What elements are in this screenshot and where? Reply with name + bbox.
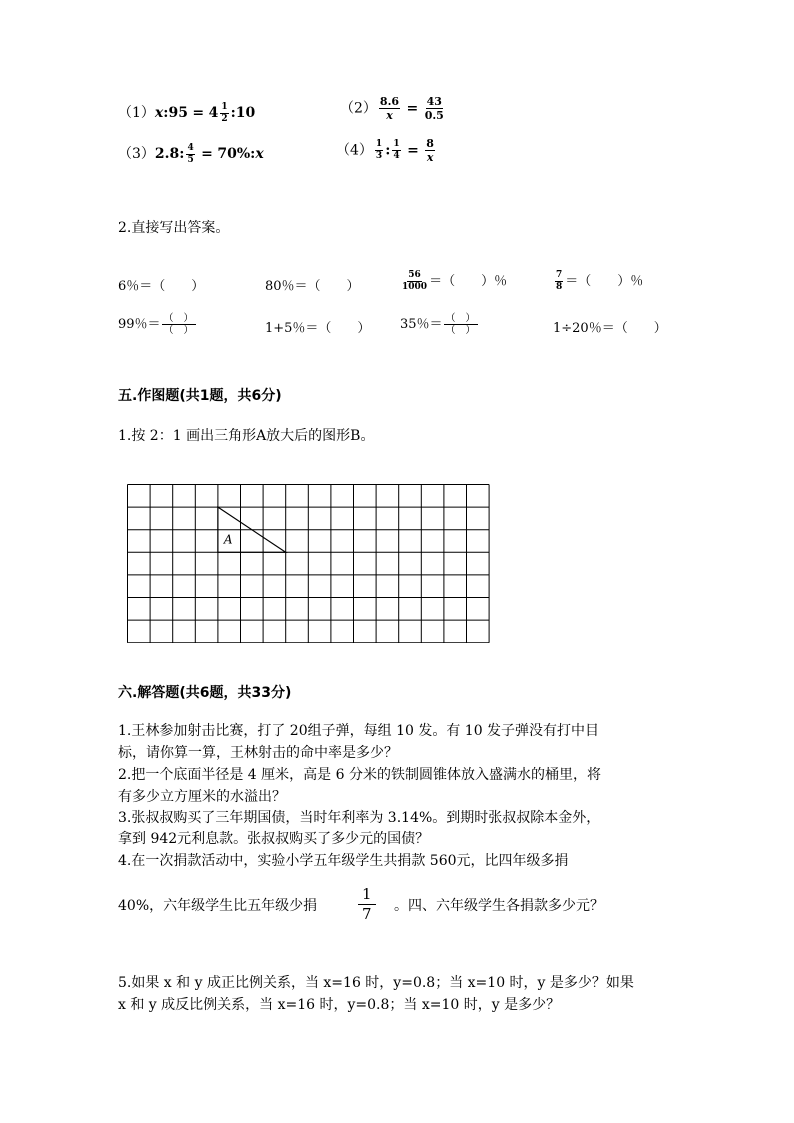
section-5-q1: 1.按 2：1 画出三角形A放大后的图形B。 [118, 428, 375, 444]
s6-q2-line1: 2.把一个底面半径是 4 厘米，高是 6 分米的铁制圆锥体放入盛满水的桶里，将 [118, 767, 601, 783]
s6-q4-line1: 4.在一次捐款活动中，实验小学五年级学生共捐款 560元，比四年级多捐 [118, 853, 569, 869]
s6-q1-line1: 1.王林参加射击比赛，打了 20组子弹，每组 10 发。有 10 发子弹没有打中目 [118, 723, 600, 739]
s6-q5-line1: 5.如果 x 和 y 成正比例关系，当 x=16 时，y=0.8；当 x=10 时，y 是多少？如果 [118, 975, 634, 991]
section-5-heading: 五.作图题(共1题，共6分) [118, 388, 282, 404]
s6-q4-fraction: $\frac{1}{7}$ [356, 887, 378, 922]
drawing-grid [120, 478, 500, 643]
section-6-heading: 六.解答题(共6题，共33分) [118, 685, 292, 701]
q2-r1-b: 80％＝（ ） [265, 279, 360, 294]
s6-q2-line2: 有多少立方厘米的水溢出？ [118, 789, 286, 805]
proportion-2: （2） $\frac{8.6}{x}$ = $\frac{43}{0.5}$ [340, 95, 444, 122]
s6-q4-line2a: 40%，六年级学生比五年级少捐 [118, 898, 318, 914]
triangle-a-label: A [223, 532, 233, 547]
q2-r1-d: $\frac{7}{8}$ ＝（ ）％ [556, 270, 644, 292]
s6-q5-line2: x 和 y 成反比例关系，当 x=16 时，y=0.8；当 x=10 时，y 是多少？ [118, 997, 561, 1013]
q2-r1-c: $\frac{56}{1000}$ ＝（ ）％ [402, 270, 508, 292]
proportion-4: （4） $\frac{1}{3}$ : $\frac{1}{4}$ = $\frac{8}{x}$ [336, 137, 434, 164]
q2-r1-a: 6％＝（ ） [118, 279, 205, 294]
s6-q1-line2: 标，请你算一算，王林射击的命中率是多少？ [118, 745, 398, 761]
q2-r2-a: 99％＝ （ ） （ ） [118, 313, 194, 336]
q2-r2-b: 1+5％＝（ ） [265, 321, 371, 336]
s6-q3-line2: 拿到 942元利息款。张叔叔购买了多少元的国债？ [118, 831, 430, 847]
q2-title: 2.直接写出答案。 [118, 220, 230, 236]
s6-q4-line2b: 。四、六年级学生各捐款多少元？ [394, 898, 604, 914]
s6-q3-line1: 3.张叔叔购买了三年期国债，当时年利率为 3.14%。到期时张叔叔除本金外， [118, 810, 601, 826]
proportion-3: （3）2.8: $\frac{4}{5}$ = 70%:x [118, 142, 264, 165]
q2-r2-c: 35％＝ （ ） （ ） [400, 313, 476, 336]
proportion-1: （1）x:95 = 4 $\frac{1}{2}$ :10 [118, 101, 256, 124]
q2-r2-d: 1÷20％＝（ ） [553, 321, 667, 336]
